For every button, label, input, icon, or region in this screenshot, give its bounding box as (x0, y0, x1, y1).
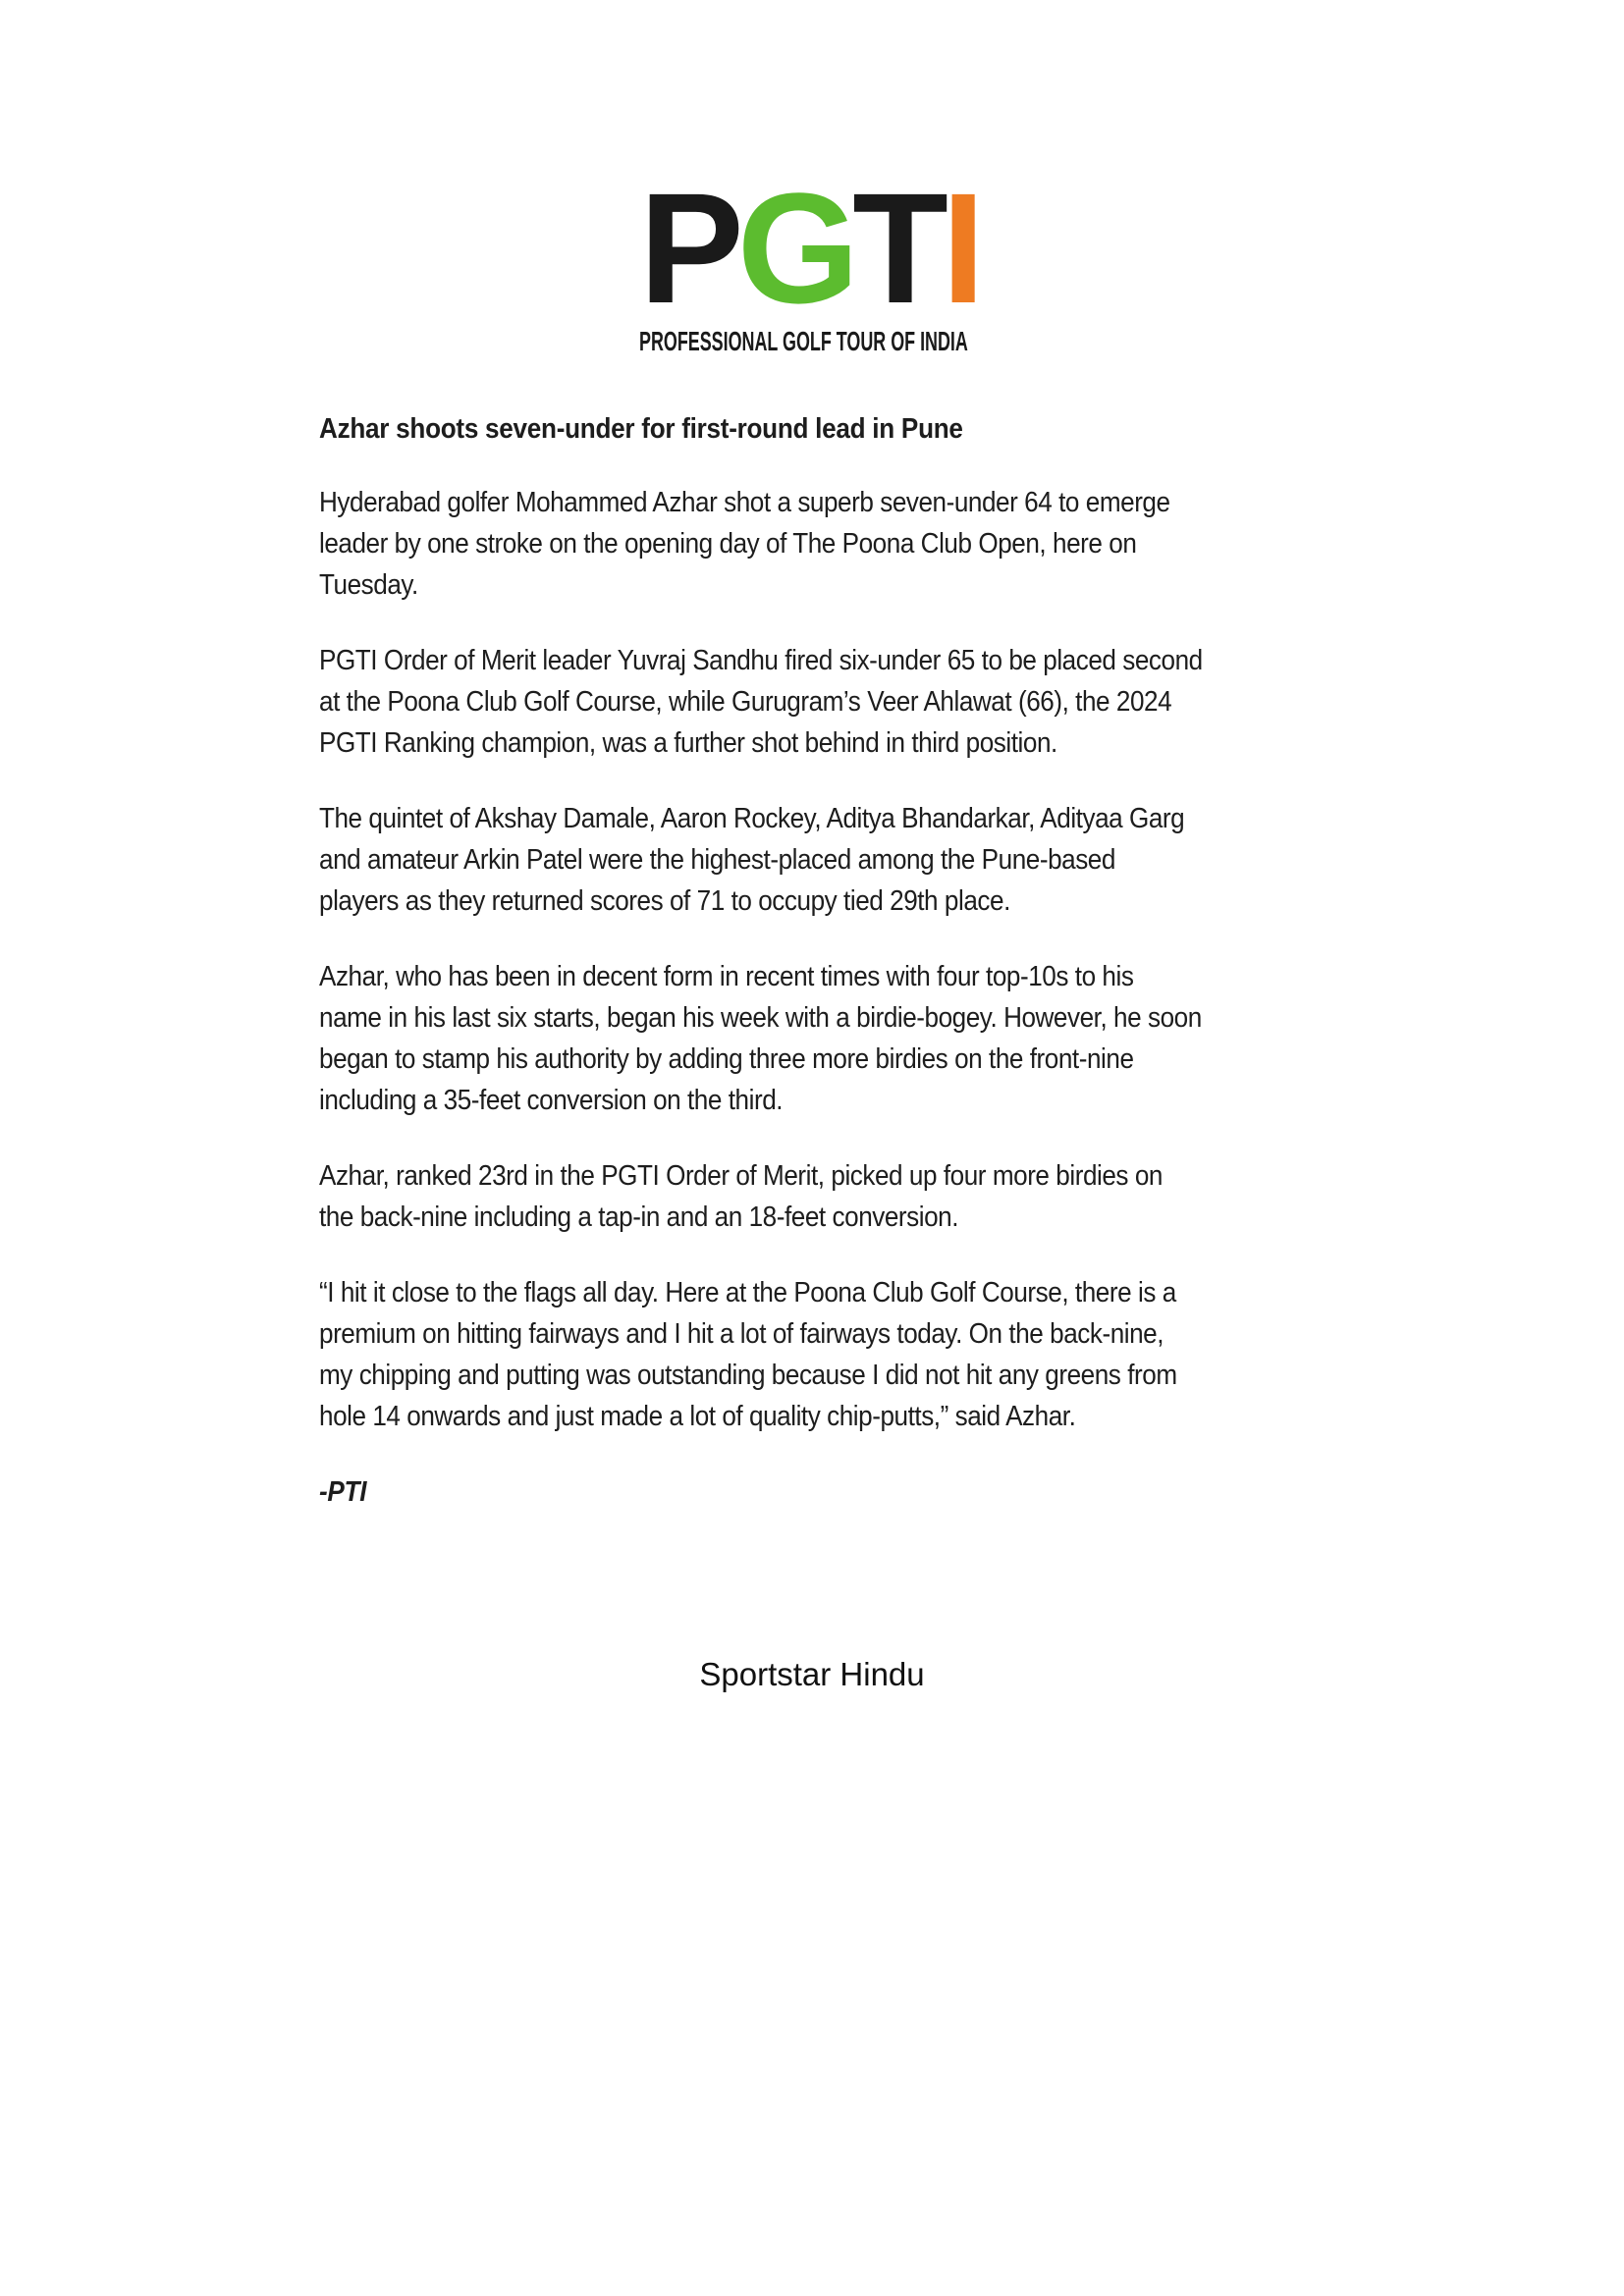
logo-letter-t: T (852, 160, 942, 336)
article-headline: Azhar shoots seven-under for first-round lead in Pune (319, 413, 963, 445)
logo-letter-i: I (941, 160, 979, 336)
article-paragraph-4: Azhar, who has been in decent form in recent times with four top-10s to his name in his last six starts, began his week with a birdie-bogey. However, he soon began to stamp his authority by adding three more birdies on the front-nine including a 35-feet conversion on the third. (319, 961, 1202, 1116)
source-attribution: Sportstar Hindu (699, 1656, 925, 1692)
article-body (319, 408, 1335, 1513)
logo-letter-p: P (639, 160, 737, 336)
logo-tagline: PROFESSIONAL GOLF TOUR OF INDIA (639, 326, 968, 356)
pgti-logo (639, 160, 985, 357)
article-paragraph-6: “I hit it close to the flags all day. Here at the Poona Club Golf Course, there is a premium on hitting fairways and I hit a lot of fairways today. On the back-nine, my chipping and putting was outstanding because I did not hit any greens from hole 14 onwards and just made a lot of quality chip-putts,” said Azhar. (319, 1277, 1177, 1432)
article-byline: -PTI (319, 1476, 367, 1508)
logo-letter-g: G (736, 160, 853, 336)
pgti-logo-wordmark (639, 160, 985, 336)
article-paragraph-5: Azhar, ranked 23rd in the PGTI Order of Merit, picked up four more birdies on the back-nine including a tap-in and an 18-feet conversion. (319, 1160, 1163, 1233)
article-paragraph-2: PGTI Order of Merit leader Yuvraj Sandhu fired six-under 65 to be placed second at the Poona Club Golf Course, while Gurugram’s Veer Ahlawat (66), the 2024 PGTI Ranking champion, was a further shot behind in third position. (319, 645, 1203, 759)
article-paragraph-1: Hyderabad golfer Mohammed Azhar shot a superb seven-under 64 to emerge leader by one stroke on the opening day of The Poona Club Open, here on Tuesday. (319, 487, 1170, 601)
article-paragraph-3: The quintet of Akshay Damale, Aaron Rockey, Aditya Bhandarkar, Adityaa Garg and amateur Arkin Patel were the highest-placed among the Pune-based players as they returned scores of 71 to occupy tied 29th place. (319, 803, 1185, 917)
